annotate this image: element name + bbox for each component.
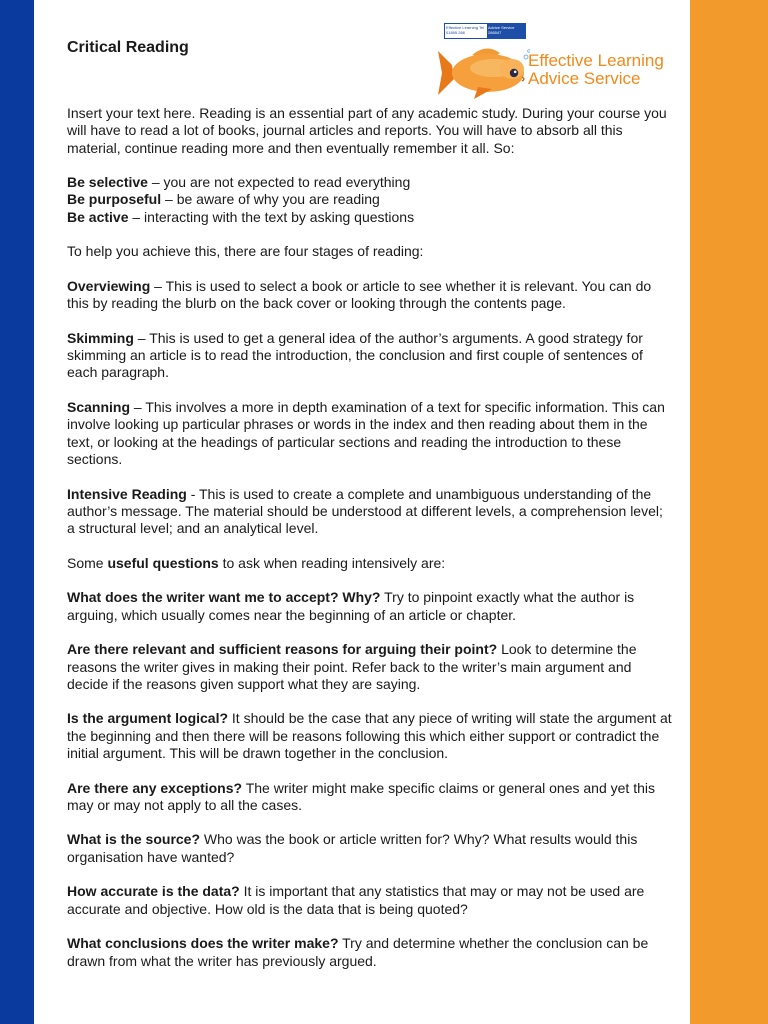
stage-text: – This is used to get a general idea of the author’s arguments. A good strategy for skimming an article is to read the introduction, the conclusion and first couple of sentences of each paragraph. bbox=[67, 329, 643, 381]
question-heading: What does the writer want me to accept? Why? bbox=[67, 589, 381, 606]
question-text: Try and determine whether the conclusion can be drawn from what the writer has previously argued. bbox=[67, 935, 649, 969]
question-heading: Are there any exceptions? bbox=[67, 779, 243, 796]
principle-text: – interacting with the text by asking questions bbox=[128, 208, 415, 225]
question-text: It should be the case that any piece of writing will state the argument at the beginning and then there will be reasons following this which either support or contradict the initial argument. This will be drawn together in the conclusion. bbox=[67, 710, 672, 761]
effective-learning-logo bbox=[438, 23, 670, 101]
stage-paragraph bbox=[67, 399, 672, 468]
question-heading: What conclusions does the writer make? bbox=[67, 935, 339, 952]
question-paragraph bbox=[67, 935, 672, 970]
principle-item bbox=[67, 174, 410, 190]
stages-intro: To help you achieve this, there are four stages of reading: bbox=[67, 243, 424, 260]
principle-text: – you are not expected to read everything bbox=[147, 174, 411, 191]
stage-paragraph bbox=[67, 330, 672, 382]
logo-wordmark bbox=[528, 52, 664, 88]
question-text: Who was the book or article written for? Why? What results would this organisation have wanted? bbox=[67, 831, 638, 865]
logo-contact-tag bbox=[444, 23, 526, 39]
question-text: It is important that any statistics that may or may not be used are accurate and objective. How old is the data that is being quoted? bbox=[67, 883, 645, 917]
question-text: The writer might make specific claims or general ones and yet this may or may not apply to all the cases. bbox=[67, 779, 655, 813]
stage-text: – This is used to select a book or article to see whether it is relevant. You can do this by reading the blurb on the back cover or looking through the contents page. bbox=[67, 277, 652, 312]
question-paragraph bbox=[67, 589, 672, 624]
stage-text: – This involves a more in depth examination of a text for specific information. This can involve looking up particular phrases or words in the index and then reading about them in the text, or looking at the headings of particular sections and reading the introduction to these sections. bbox=[67, 399, 665, 467]
stage-term: Scanning bbox=[67, 399, 131, 416]
question-heading: Are there relevant and sufficient reasons for arguing their point? bbox=[67, 641, 498, 658]
stage-term: Overviewing bbox=[67, 277, 151, 294]
logo-tag-left: Effective Learning Tel 01895 266 bbox=[446, 25, 485, 35]
principle-term: Be active bbox=[67, 208, 129, 225]
question-text: Try to pinpoint exactly what the author is arguing, which usually comes near the beginning of an article or chapter. bbox=[67, 589, 635, 623]
stage-paragraph bbox=[67, 486, 672, 538]
principle-item bbox=[67, 209, 414, 225]
principle-text: – be aware of why you are reading bbox=[161, 191, 380, 208]
stage-paragraph bbox=[67, 278, 672, 313]
question-paragraph bbox=[67, 641, 672, 693]
question-heading: Is the argument logical? bbox=[67, 710, 229, 727]
principles-list bbox=[67, 174, 672, 226]
question-paragraph bbox=[67, 883, 672, 918]
logo-line-2: Advice Service bbox=[528, 69, 641, 88]
question-paragraph bbox=[67, 780, 672, 815]
questions-intro-before: Some bbox=[67, 554, 108, 571]
left-accent-bar bbox=[0, 0, 34, 1024]
principle-item bbox=[67, 191, 380, 207]
question-heading: What is the source? bbox=[67, 831, 201, 848]
right-accent-bar bbox=[690, 0, 768, 1024]
document-body bbox=[67, 105, 672, 987]
questions-intro-after: to ask when reading intensively are: bbox=[218, 554, 446, 571]
questions-intro-bold: useful questions bbox=[107, 554, 219, 571]
logo-line-1: Effective Learning bbox=[528, 51, 664, 70]
question-heading: How accurate is the data? bbox=[67, 883, 240, 900]
intro-paragraph: Insert your text here. Reading is an essential part of any academic study. During your course you will have to read a lot of books, journal articles and reports. You will have to absorb all this material, continue reading more and then eventually remember it all. So: bbox=[67, 105, 667, 156]
stage-term: Intensive Reading bbox=[67, 485, 187, 502]
questions-intro bbox=[67, 555, 672, 572]
principle-term: Be purposeful bbox=[67, 191, 162, 208]
page-title: Critical Reading bbox=[67, 39, 189, 56]
goldfish-icon bbox=[438, 43, 530, 101]
stage-text: - This is used to create a complete and unambiguous understanding of the author’s message. The material should be understood at different levels, a comprehension level; a structural level; and an analytical level. bbox=[67, 485, 663, 537]
question-text: Look to determine the reasons the writer gives in making their point. Refer back to the writer’s main argument and decide if the reasons given support what they are saying. bbox=[67, 641, 637, 692]
question-paragraph bbox=[67, 710, 672, 762]
principle-term: Be selective bbox=[67, 174, 148, 191]
question-paragraph bbox=[67, 831, 672, 866]
logo-tag-right: Advice Service 266547 bbox=[487, 24, 525, 38]
stage-term: Skimming bbox=[67, 329, 134, 346]
